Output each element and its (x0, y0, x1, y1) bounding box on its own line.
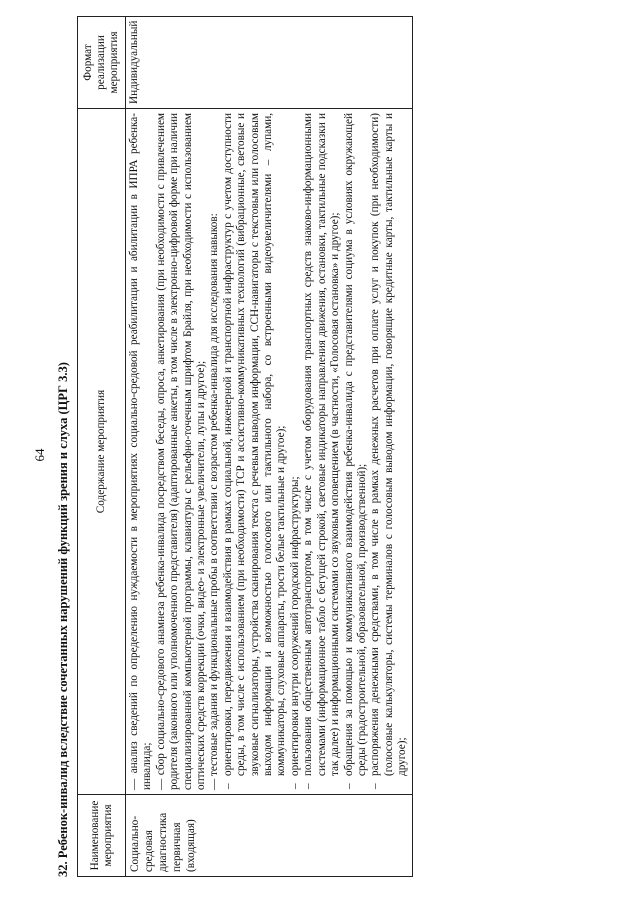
table-header-row (78, 17, 126, 877)
list-item: – обращения за помощью и коммуникативного взаимодействия ребенка-инвалида с представителями социума в условиях окружающей среды (градостроительной, образовательной, производственной); (343, 113, 370, 790)
measures-table (77, 16, 413, 877)
section-title: 32. Ребенок-инвалид вследствие сочетанных нарушений функций зрения и слуха (ЦРГ 3.3) (56, 362, 70, 877)
list-item: – пользования общественным автотранспортом, в том числе с учетом оборудования транспортных средств знаково-информационными системами (информационное табло с бегущей строкой, световые индикаторы направления движения, остановки, тактильные подсказки и так далее) и информационными системами со звуковым оповещением (в частности, «Голосовая остановка» и другое); (302, 113, 342, 790)
page-number: 64 (32, 448, 47, 462)
measure-name: Социально-средовая диагностика первичная (входящая) (126, 795, 413, 877)
header-content: Содержание мероприятия (78, 109, 126, 795)
content-paragraph: — сбор социально-средового анамнеза ребенка-инвалида посредством беседы, опроса, анкетирования (при необходимости с привлечением родителя (законного или уполномоченного представителя) (адаптированные анкеты, в том числе в электронно-цифровой форме при наличии специализированной компьютерной программы, клавиатуры с рельефно-точечным шрифтом Брайля, при необходимости с использованием оптических средств коррекции (очки, видео- и электронные увеличители, лупы и другое); (154, 113, 208, 790)
header-format: Формат реализации мероприятия (78, 17, 126, 109)
measure-content (126, 109, 413, 795)
content-paragraph: — анализ сведений по определению нуждаемости в мероприятиях социально-средовой реабилитации и абилитации в ИПРА ребенка-инвалида; (128, 113, 154, 790)
table-row (126, 17, 413, 877)
list-item: – ориентировки, передвижения и взаимодействия в рамках социальной, инженерной и транспортной инфраструктур с учетом доступности среды, в том числе с использованием (при необходимости) ТСР и ассистивно-коммуникативных технологий (вибрационные, световые и звуковые сигнализаторы, устройства сканирования текста с речевым выводом информации, ССН-навигаторы с текстовым или голосовым выходом информации и возможностью голосового или тактильного набора, со встроенными видеоувеличителями – лупами, коммуникаторы, слуховые аппараты, трости белые тактильные и другое); (222, 113, 289, 790)
measure-format: Индивидуальный (126, 17, 413, 109)
header-name: Наименование мероприятия (78, 795, 126, 877)
list-item: – распоряжения денежными средствами, в том числе в рамках денежных расчетов при оплате услуг и покупок (при необходимости) (голосовые калькуляторы, системы терминалов с голосовым выводом информации, говорящие кредитные карты, тактильные карты и другое); (369, 113, 409, 790)
skills-list (222, 113, 410, 790)
list-item: – ориентировки внутри сооружений городской инфраструктуры; (289, 113, 302, 790)
content-paragraph: — тестовые задания и функциональные пробы в соответствии с возрастом ребенка-инвалида для исследования навыков: (208, 213, 221, 790)
